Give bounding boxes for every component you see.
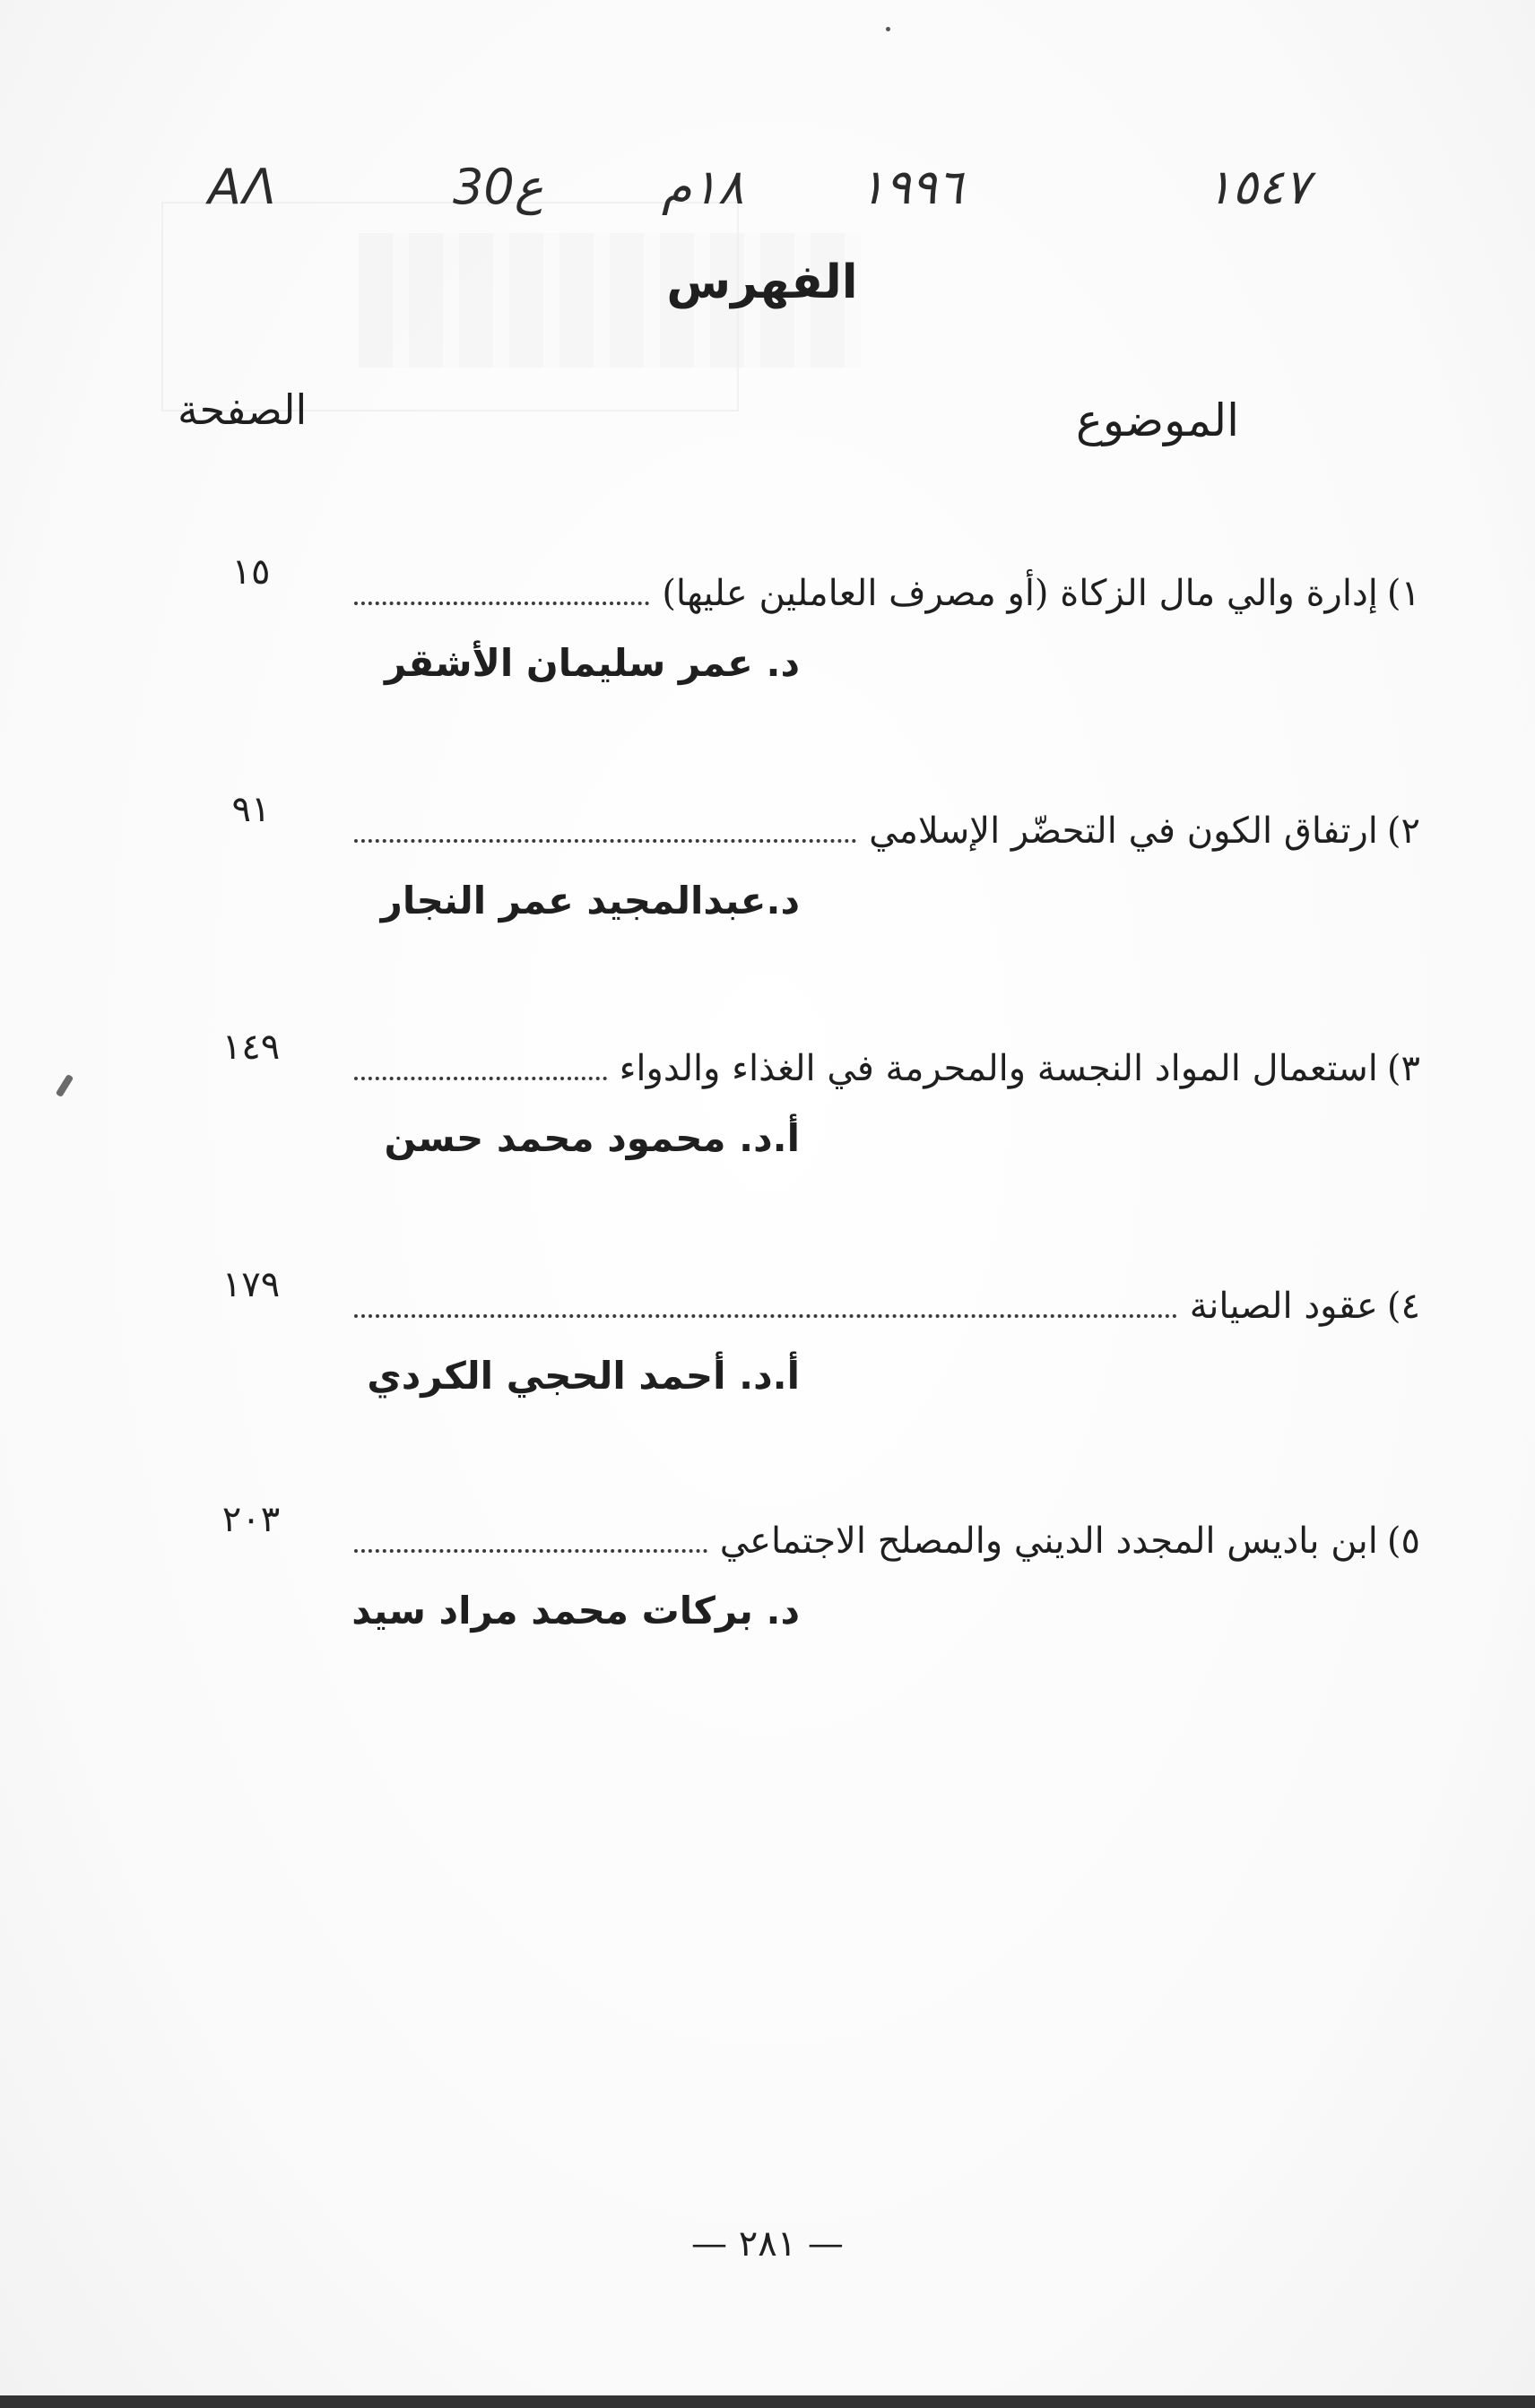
page-title: الفهرس [666, 256, 858, 309]
topic-column-header: الموضوع [1076, 394, 1239, 446]
dot-leader [354, 602, 649, 605]
handwritten-mark: ١٥٤٧ [1206, 159, 1311, 215]
toc-entry-page: ١٤٩ [221, 1026, 281, 1068]
toc-entry-author: د.عبدالمجيد عمر النجار [380, 879, 800, 922]
page-number: — ٢٨١ — [691, 2223, 844, 2265]
toc-entry-line [354, 1499, 1420, 1562]
scan-edge [0, 2395, 1535, 2408]
toc-entry-author: أ.د. محمود محمد حسن [384, 1116, 800, 1160]
toc-entry-title: استعمال المواد النجسة والمحرمة في الغذاء والدواء [619, 1048, 1378, 1089]
toc-entry-number: ٣) [1386, 1048, 1420, 1089]
toc-entry-line [354, 551, 1420, 614]
toc-entry-number: ٤) [1386, 1286, 1420, 1327]
toc-entry-title: ابن باديس المجدد الديني والمصلح الاجتماعي [719, 1520, 1378, 1562]
toc-entry-number: ٥) [1386, 1520, 1420, 1562]
handwritten-mark: ١٨م [662, 159, 744, 215]
toc-entry [0, 1264, 1535, 1416]
toc-entry-line [354, 1026, 1420, 1089]
toc-entry-number: ١) [1386, 573, 1420, 614]
dot-leader [354, 1314, 1177, 1318]
toc-entry [0, 1499, 1535, 1651]
toc-entry-page: ١٧٩ [221, 1264, 281, 1305]
toc-entry-author: د. عمر سليمان الأشقر [384, 641, 800, 685]
toc-entry-number: ٢) [1386, 810, 1420, 852]
toc-entry-author: د. بركات محمد مراد سيد [351, 1589, 800, 1633]
dot-leader [354, 1549, 707, 1553]
toc-entry-title: إدارة والي مال الزكاة (أو مصرف العاملين عليها) [662, 573, 1378, 614]
toc-entry-line [354, 1264, 1420, 1327]
toc-entry [0, 551, 1535, 704]
toc-entry-line [354, 789, 1420, 852]
page-column-header: الصفحة [178, 385, 308, 434]
toc-entry-page: ١٥ [231, 551, 271, 593]
toc-entry-title: عقود الصيانة [1189, 1286, 1378, 1327]
toc-entry-page: ٩١ [231, 789, 271, 830]
dot-leader [354, 839, 856, 843]
toc-entry-page: ٢٠٣ [221, 1499, 281, 1540]
toc-entry [0, 789, 1535, 941]
stray-ink-dot [886, 27, 890, 31]
toc-entry [0, 1026, 1535, 1179]
handwritten-mark: 30ع [453, 159, 543, 215]
toc-entry-title: ارتفاق الكون في التحضّر الإسلامي [869, 810, 1378, 852]
toc-entry-author: أ.د. أحمد الحجي الكردي [367, 1354, 800, 1398]
dot-leader [354, 1077, 607, 1080]
handwritten-mark: ΑΛ [208, 159, 278, 215]
handwritten-mark: ١٩٩٦ [859, 159, 964, 215]
